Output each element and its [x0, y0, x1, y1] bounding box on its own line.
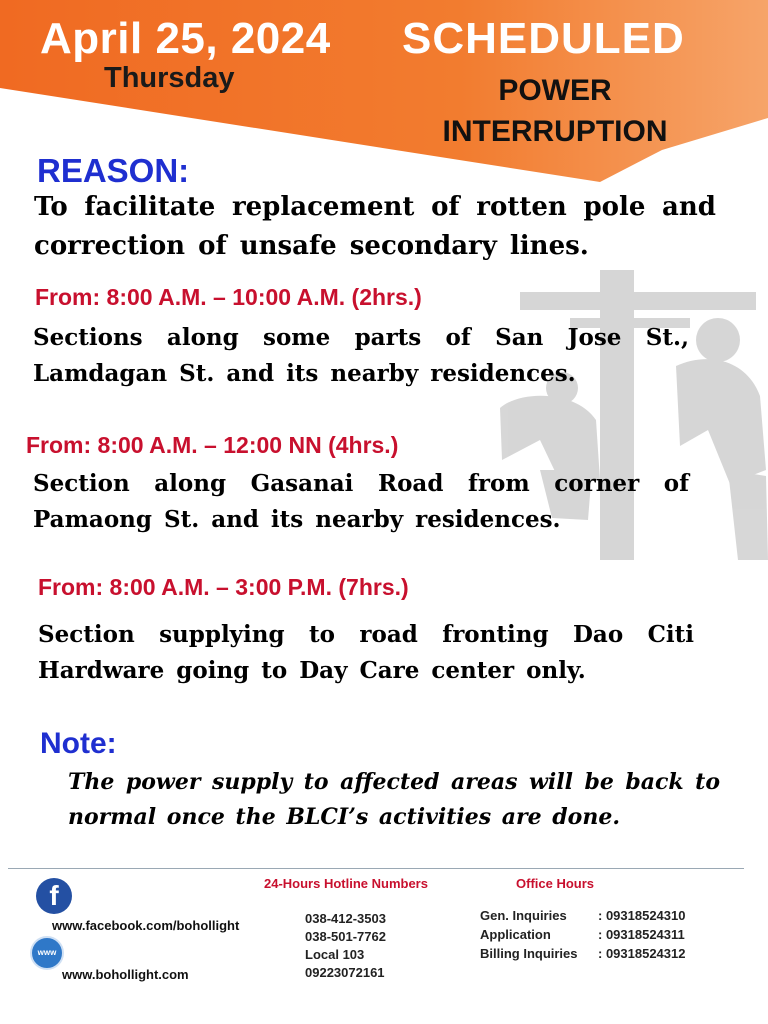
note-text: The power supply to affected areas will be back to normal once the BLCI’s activities are done.: [68, 769, 720, 830]
schedule-time-2: From: 8:00 A.M. – 12:00 NN (4hrs.): [26, 432, 399, 458]
office-row-number: : 09318524310: [598, 908, 686, 923]
office-row-number: : 09318524312: [598, 946, 686, 961]
schedule-area-2: Section along Gasanai Road from corner of Pamaong St. and its nearby residences.: [33, 470, 689, 533]
office-contact-list: [480, 906, 685, 963]
interruption-weekday: Thursday: [104, 62, 235, 94]
schedule-time-1: From: 8:00 A.M. – 10:00 A.M. (2hrs.): [35, 284, 422, 310]
hotline-list: [305, 910, 386, 982]
office-row: [480, 925, 685, 944]
office-row-label: Gen. Inquiries: [480, 908, 567, 923]
facebook-link[interactable]: www.facebook.com/bohollight: [52, 918, 240, 933]
interruption-word: INTERRUPTION: [442, 115, 668, 148]
hotline-number: 038-412-3503: [305, 911, 386, 926]
power-interruption-title: [410, 70, 700, 152]
globe-glyph: www: [37, 948, 57, 957]
office-row-number: : 09318524311: [598, 927, 685, 942]
power-word: POWER: [498, 74, 612, 107]
office-row: [480, 944, 685, 963]
globe-icon[interactable]: [30, 936, 64, 970]
schedule-time-3: From: 8:00 A.M. – 3:00 P.M. (7hrs.): [38, 574, 409, 600]
hotline-number: 038-501-7762: [305, 929, 386, 944]
reason-text: To facilitate replacement of rotten pole and correction of unsafe secondary lines.: [34, 192, 716, 261]
facebook-glyph: f: [49, 880, 59, 911]
office-row-label: Application: [480, 927, 551, 942]
website-link[interactable]: www.bohollight.com: [62, 967, 189, 982]
office-row-label: Billing Inquiries: [480, 946, 578, 961]
footer-divider: [8, 868, 744, 869]
interruption-date: April 25, 2024: [40, 14, 331, 63]
scheduled-title: SCHEDULED: [402, 14, 685, 63]
hotline-number: 09223072161: [305, 965, 385, 980]
schedule-area-1: Sections along some parts of San Jose St., Lamdagan St. and its nearby residences.: [33, 324, 689, 387]
hotline-local: Local 103: [305, 947, 365, 962]
hotline-heading: 24-Hours Hotline Numbers: [264, 876, 428, 891]
reason-heading: REASON:: [37, 152, 190, 189]
office-hours-heading: Office Hours: [516, 876, 595, 891]
schedule-area-3: Section supplying to road fronting Dao Citi Hardware going to Day Care center only.: [38, 621, 694, 684]
office-row: [480, 906, 685, 925]
note-heading: Note:: [40, 727, 117, 760]
facebook-icon[interactable]: [36, 878, 72, 914]
